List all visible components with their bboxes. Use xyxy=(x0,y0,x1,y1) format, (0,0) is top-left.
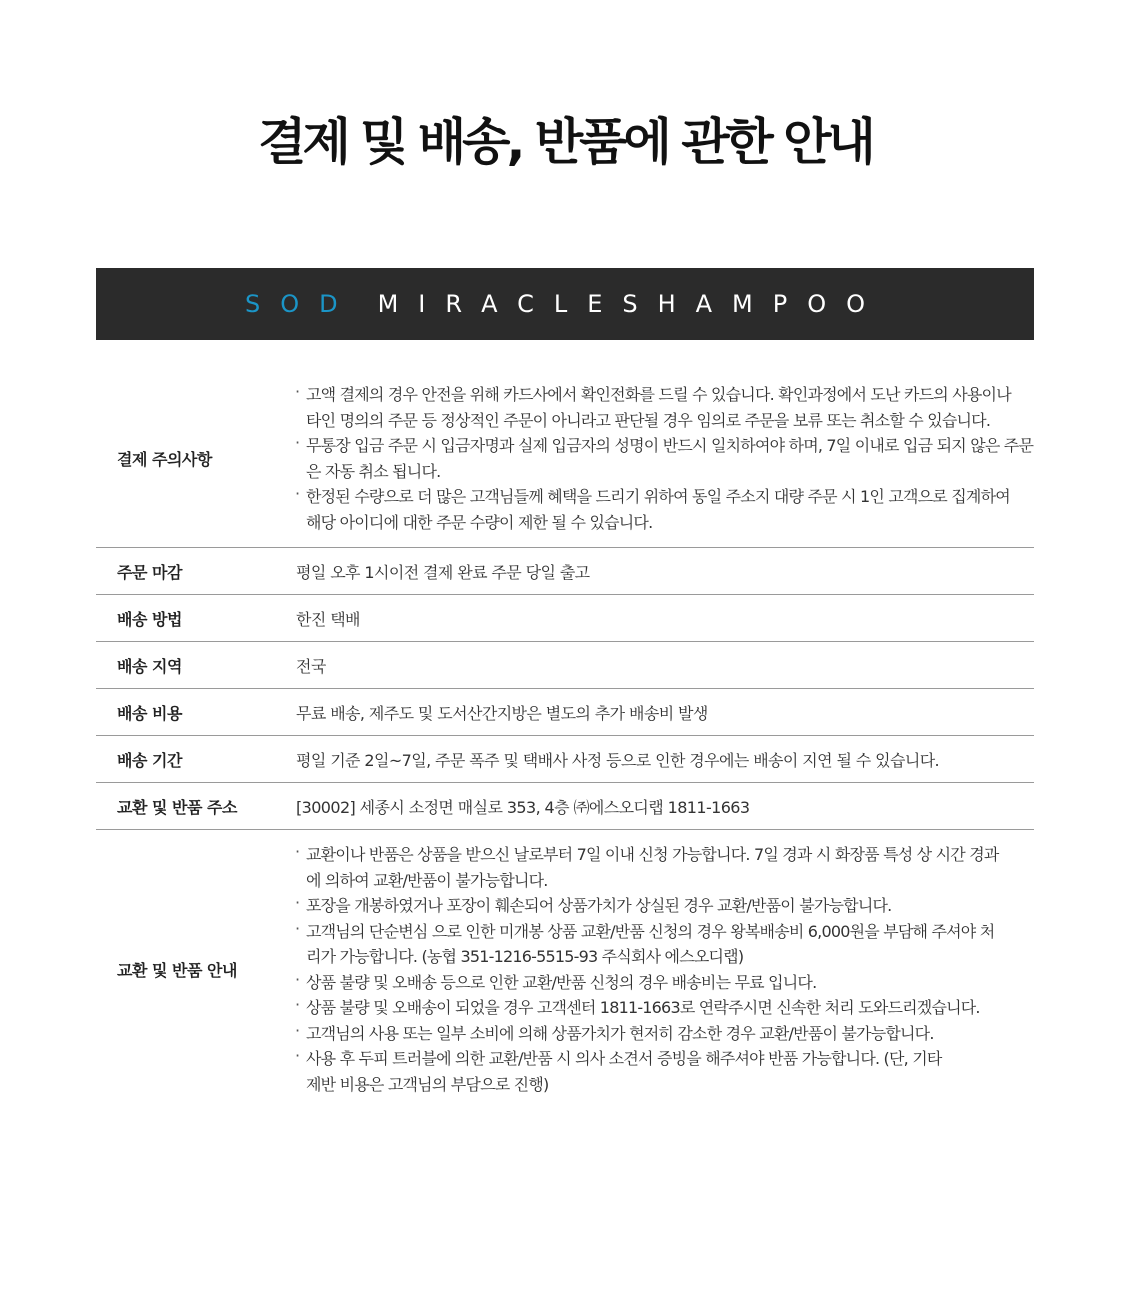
brand-banner xyxy=(96,268,1034,340)
row-label: 결제 주의사항 xyxy=(117,450,212,469)
list-item: · 포장을 개봉하였거나 포장이 훼손되어 상품가치가 상실된 경우 교환/반품이 불가능합니다. xyxy=(296,893,1034,919)
row-return-address xyxy=(96,783,1034,830)
row-payment-notice xyxy=(96,368,1034,548)
row-value xyxy=(296,830,1034,1109)
list-item: · 무통장 입금 주문 시 입금자명과 실제 입금자의 성명이 반드시 일치하여야 하며, 7일 이내로 입금 되지 않은 주문은 자동 취소 됩니다. xyxy=(296,433,1046,484)
bullet-list xyxy=(296,830,1034,1109)
row-value: 한진 택배 xyxy=(296,609,360,629)
list-item: · 상품 불량 및 오배송이 되었을 경우 고객센터 1811-1663로 연락주시면 신속한 처리 도와드리겠습니다. xyxy=(296,995,1034,1021)
list-item: · 고액 결제의 경우 안전을 위해 카드사에서 확인전화를 드릴 수 있습니다. 확인과정에서 도난 카드의 사용이나 타인 명의의 주문 등 정상적인 주문이 아니라고 판단될 경우 임의로 주문을 보류 또는 취소할 수 있습니다. xyxy=(296,382,1021,433)
list-item: · 사용 후 두피 트러블에 의한 교환/반품 시 의사 소견서 증빙을 해주셔야 반품 가능합니다. (단, 기타 제반 비용은 고객님의 부담으로 진행) xyxy=(296,1046,956,1097)
row-shipping-period xyxy=(96,736,1034,783)
row-label: 배송 기간 xyxy=(117,750,182,770)
list-item: · 고객님의 단순변심 으로 인한 미개봉 상품 교환/반품 신청의 경우 왕복배송비 6,000원을 부담해 주셔야 처리가 가능합니다. (농협 351-1216-5515-93 주식회사 에스오디랩) xyxy=(296,919,1006,970)
row-value: [30002] 세종시 소정면 매실로 353, 4층 ㈜에스오디랩 1811-1663 xyxy=(296,797,750,817)
list-item: · 한정된 수량으로 더 많은 고객님들께 혜택을 드리기 위하여 동일 주소지 대량 주문 시 1인 고객으로 집계하여 해당 아이디에 대한 주문 수량이 제한 될 수 있습니다. xyxy=(296,484,1021,535)
row-label: 주문 마감 xyxy=(117,562,182,582)
list-item: · 교환이나 반품은 상품을 받으신 날로부터 7일 이내 신청 가능합니다. 7일 경과 시 화장품 특성 상 시간 경과에 의하여 교환/반품이 불가능합니다. xyxy=(296,842,1006,893)
row-value: 무료 배송, 제주도 및 도서산간지방은 별도의 추가 배송비 발생 xyxy=(296,703,708,723)
row-label: 교환 및 반품 안내 xyxy=(117,961,237,980)
row-value xyxy=(296,370,1046,547)
row-value: 평일 기준 2일~7일, 주문 폭주 및 택배사 사정 등으로 인한 경우에는 배송이 지연 될 수 있습니다. xyxy=(296,750,940,770)
row-order-cutoff xyxy=(96,548,1034,595)
bullet-list xyxy=(296,370,1046,547)
row-return-guide xyxy=(96,830,1034,1109)
list-item: · 고객님의 사용 또는 일부 소비에 의해 상품가치가 현저히 감소한 경우 교환/반품이 불가능합니다. xyxy=(296,1021,1034,1047)
page-title: 결제 및 배송, 반품에 관한 안내 xyxy=(258,113,872,171)
brand-accent-text: SOD xyxy=(244,290,358,318)
brand-main-text: MIRACLESHAMPOO xyxy=(377,290,886,318)
row-label: 배송 지역 xyxy=(117,656,182,676)
row-shipping-region xyxy=(96,642,1034,689)
row-shipping-cost xyxy=(96,689,1034,736)
row-value: 전국 xyxy=(296,656,326,676)
info-table xyxy=(96,368,1034,1109)
row-value: 평일 오후 1시이전 결제 완료 주문 당일 출고 xyxy=(296,562,590,582)
row-label: 교환 및 반품 주소 xyxy=(117,797,237,817)
row-label: 배송 비용 xyxy=(117,703,182,723)
list-item: · 상품 불량 및 오배송 등으로 인한 교환/반품 신청의 경우 배송비는 무료 입니다. xyxy=(296,970,1034,996)
row-shipping-method xyxy=(96,595,1034,642)
row-label: 배송 방법 xyxy=(117,609,182,629)
